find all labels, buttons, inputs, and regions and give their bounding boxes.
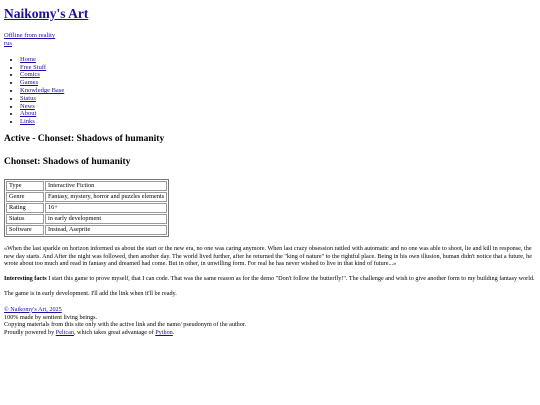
nav-item-home [20, 56, 536, 64]
nav-link-knowledge-base[interactable]: Knowledge Base [20, 86, 65, 94]
tagline-link[interactable]: Offline from reality [4, 32, 56, 40]
main-nav [4, 56, 536, 126]
table-value: 16+ [45, 203, 167, 213]
nav-link-free-stuff[interactable]: Free Stuff [20, 63, 47, 71]
nav-item-about [20, 110, 536, 118]
language-switch-link[interactable]: rus [4, 39, 12, 47]
nav-link-comics[interactable]: Comics [20, 71, 40, 79]
table-key: Type [6, 181, 44, 191]
pelican-link[interactable]: Pelican [55, 329, 74, 337]
powered-suffix: . [172, 329, 175, 337]
nav-item-knowledge-base [20, 87, 536, 95]
site-footer [4, 306, 536, 337]
nav-link-about[interactable]: About [20, 110, 37, 118]
game-info-table [4, 179, 169, 237]
table-value: Fantasy, mystery, horror and puzzles elements [45, 192, 167, 202]
nav-item-free-stuff [20, 64, 536, 72]
table-key: Software [6, 225, 44, 235]
page-heading: Active - Chonset: Shadows of humanity [4, 133, 165, 144]
site-header [4, 6, 536, 48]
nav-item-news [20, 103, 536, 111]
interesting-facts [4, 275, 536, 283]
facts-text: I start this game to prove myself, that I can code. That was the same reason as for the demo "Don't follow the butterfly!". The challenge and wish to give another form to my building fantasy world. [46, 275, 535, 283]
powered-middle: , which takes great advantage of [73, 329, 156, 337]
python-link[interactable]: Python [155, 329, 173, 337]
table-key: Status [6, 214, 44, 224]
nav-item-status [20, 95, 536, 103]
table-value: Interactive Fiction [45, 181, 167, 191]
site-title [4, 6, 536, 22]
table-value: Instead, Aseprite [45, 225, 167, 235]
table-row [6, 203, 167, 213]
nav-item-games [20, 79, 536, 87]
table-key: Rating [6, 203, 44, 213]
table-row [6, 181, 167, 191]
development-note: The game is in early development. I'll add the link when it'll be ready. [4, 289, 177, 297]
table-row [6, 192, 167, 202]
nav-link-links[interactable]: Links [20, 118, 35, 126]
table-row [6, 225, 167, 235]
nav-item-comics [20, 71, 536, 79]
page [4, 6, 536, 337]
story-quote: «When the last sparkle on horizon informed us about the start or the new era, no one was caring anymore. When last crazy obsession rattled with automatic and no one was able to shoot, lie and kill in response, the new day starts. And After the night was followed, then another day. The world lived further, after he returned the "king of nature" to the rightful place. Being in his own illusion, human didn't notice that a future, he wrote about too much and read in fantasy and dreamed had come. But in other, in unwilling form. For real he has never wished to live in that kind of future...» [4, 244, 532, 268]
copyright-link[interactable]: © Naikomy's Art, 2025 [4, 305, 62, 313]
main-content [4, 134, 536, 298]
nav-list [4, 56, 536, 126]
table-row [6, 214, 167, 224]
made-by-text: 100% made by sentient living beings. [4, 313, 98, 321]
facts-label: Interesting facts [4, 275, 47, 283]
nav-link-home[interactable]: Home [20, 55, 36, 63]
powered-prefix: Proudly powered by [4, 329, 56, 337]
table-value: in early development [45, 214, 167, 224]
nav-item-links [20, 118, 536, 126]
copying-notice: Copying materials from this site only with the active link and the name/ pseudonym of the author. [4, 321, 247, 329]
powered-by [4, 329, 536, 337]
article-title: Chonset: Shadows of humanity [4, 157, 131, 168]
nav-link-news[interactable]: News [20, 102, 35, 110]
nav-link-games[interactable]: Games [20, 79, 39, 87]
nav-link-status[interactable]: Status [20, 94, 36, 102]
site-title-link[interactable]: Naikomy's Art [4, 6, 89, 21]
table-key: Genre [6, 192, 44, 202]
